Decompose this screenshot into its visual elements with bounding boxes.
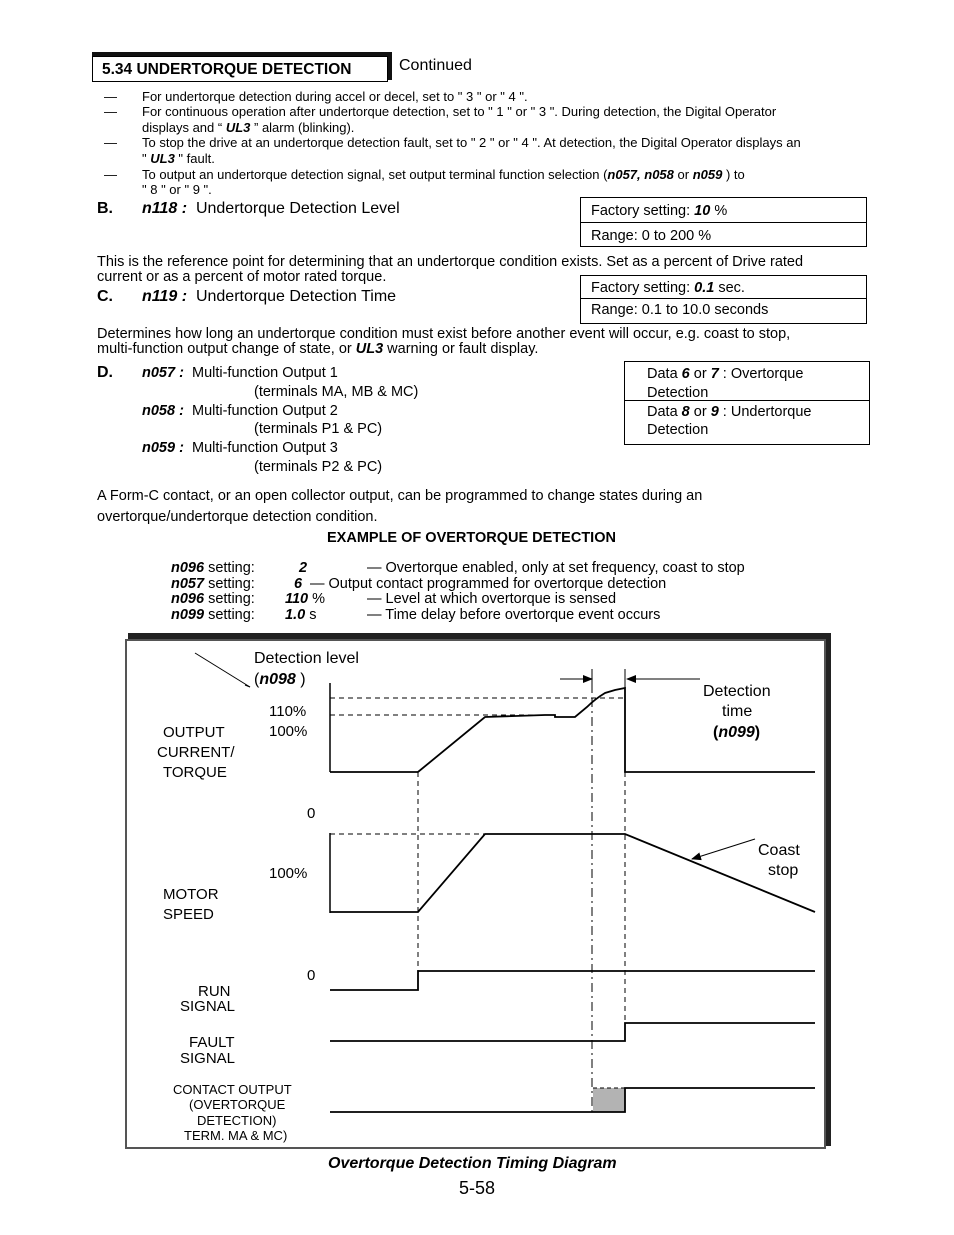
data-row: Data 6 or 7 : Overtorque bbox=[647, 366, 804, 382]
detection-level-label: Detection level bbox=[254, 650, 359, 667]
example-row: n096 setting: bbox=[171, 560, 255, 576]
bullet-text: " UL3 " fault. bbox=[142, 151, 215, 166]
detection-time-label: Detection bbox=[703, 683, 771, 700]
output-current-label: OUTPUT bbox=[163, 724, 225, 741]
example-value: 6 bbox=[294, 576, 303, 592]
example-row: n057 setting: bbox=[171, 576, 255, 592]
output-current-label: CURRENT/ bbox=[157, 744, 235, 761]
zero-torque: 0 bbox=[307, 805, 316, 822]
example-title: EXAMPLE OF OVERTORQUE DETECTION bbox=[327, 530, 616, 546]
paragraph: Determines how long an undertorque condition must exist before another event will occur, e.g. coast to stop, bbox=[97, 326, 791, 342]
paragraph: overtorque/undertorque detection condition. bbox=[97, 509, 378, 525]
continued-label: Continued bbox=[399, 57, 472, 74]
run-signal-trace bbox=[330, 971, 815, 990]
example-value: 1.0 s bbox=[285, 607, 317, 623]
section-heading: n119 : Undertorque Detection Time bbox=[142, 288, 397, 305]
section-letter: C. bbox=[97, 288, 113, 305]
example-value: 110 % bbox=[285, 591, 326, 607]
fault-signal-trace bbox=[330, 1023, 815, 1041]
example-row: n096 setting: bbox=[171, 591, 255, 607]
contact-output-trace bbox=[330, 1088, 815, 1112]
setting-box-c bbox=[580, 275, 867, 324]
output-terminals: (terminals P2 & PC) bbox=[254, 459, 383, 475]
paragraph: current or as a percent of motor rated torque. bbox=[97, 269, 387, 285]
output-item: n057 : Multi-function Output 1 bbox=[142, 365, 338, 381]
setting-box-b bbox=[580, 197, 867, 247]
timing-diagram-svg bbox=[125, 633, 831, 1149]
motor-speed-label: SPEED bbox=[163, 906, 214, 923]
section-heading: n118 : Undertorque Detection Level bbox=[142, 200, 400, 217]
pct-100-speed: 100% bbox=[269, 865, 308, 882]
page-number: 5-58 bbox=[459, 1178, 496, 1198]
detection-time-label: time bbox=[722, 703, 753, 720]
section-letter: D. bbox=[97, 364, 113, 381]
paragraph: This is the reference point for determining that an undertorque condition exists. Set as a percent of Drive rated bbox=[97, 254, 804, 270]
detection-level-param: (n098 ) bbox=[254, 671, 306, 688]
detection-level-pointer bbox=[195, 653, 250, 687]
example-value: 2 bbox=[299, 560, 308, 576]
motor-speed-label: MOTOR bbox=[163, 886, 219, 903]
example-desc: — Output contact programmed for overtorque detection bbox=[310, 576, 667, 592]
detection-time-param: (n099) bbox=[713, 724, 761, 741]
data-row-cont: Detection bbox=[647, 385, 709, 401]
range: Range: 0 to 200 % bbox=[591, 228, 712, 244]
zero-speed: 0 bbox=[307, 967, 316, 984]
bullet-dash: — bbox=[104, 104, 117, 119]
example-row: n099 setting: bbox=[171, 607, 255, 623]
data-box-d bbox=[624, 361, 870, 445]
example-desc: — Time delay before overtorque event occurs bbox=[367, 607, 661, 623]
data-row-cont: Detection bbox=[647, 422, 709, 438]
fault-signal-label: FAULT bbox=[189, 1034, 235, 1051]
bullet-text: For continuous operation after undertorque detection, set to " 1 " or " 3 ". During detection, the Digital Operator bbox=[142, 104, 777, 119]
run-signal-label: RUN bbox=[198, 983, 231, 1000]
data-row: Data 8 or 9 : Undertorque bbox=[647, 404, 812, 420]
example-desc: — Level at which overtorque is sensed bbox=[367, 591, 617, 607]
contact-output-label: TERM. MA & MC) bbox=[184, 1128, 288, 1143]
bullet-text: To output an undertorque detection signal, set output terminal function selection (n057, n058 or n059 ) to bbox=[142, 167, 745, 182]
bullet-dash: — bbox=[104, 135, 117, 150]
contact-output-label: CONTACT OUTPUT bbox=[173, 1082, 292, 1097]
speed-curve bbox=[330, 834, 815, 912]
contact-output-label: (OVERTORQUE bbox=[189, 1097, 286, 1112]
output-terminals: (terminals P1 & PC) bbox=[254, 421, 383, 437]
bullet-text: " 8 " or " 9 ". bbox=[142, 182, 212, 197]
output-item: n059 : Multi-function Output 3 bbox=[142, 440, 338, 456]
bullet-text: To stop the drive at an undertorque detection fault, set to " 2 " or " 4 ". At detection, the Digital Operator displays an bbox=[142, 135, 801, 150]
paragraph: multi-function output change of state, or UL3 warning or fault display. bbox=[97, 341, 539, 357]
range: Range: 0.1 to 10.0 seconds bbox=[591, 302, 769, 318]
timing-diagram bbox=[125, 633, 831, 1149]
output-terminals: (terminals MA, MB & MC) bbox=[254, 384, 419, 400]
coast-stop-label: stop bbox=[768, 862, 799, 879]
bullet-dash: — bbox=[104, 89, 117, 104]
run-signal-label: SIGNAL bbox=[180, 998, 236, 1015]
pct-100-torque: 100% bbox=[269, 723, 308, 740]
contact-output-label: DETECTION) bbox=[197, 1113, 277, 1128]
output-current-label: TORQUE bbox=[163, 764, 227, 781]
bullet-dash: — bbox=[104, 167, 117, 182]
section-title: 5.34 UNDERTORQUE DETECTION bbox=[102, 61, 352, 78]
figure-caption: Overtorque Detection Timing Diagram bbox=[328, 1155, 617, 1172]
contact-output-fill bbox=[593, 1088, 625, 1112]
bullet-text: For undertorque detection during accel or decel, set to " 3 " or " 4 ". bbox=[142, 89, 528, 104]
pct-110: 110% bbox=[269, 703, 307, 720]
coast-stop-label: Coast bbox=[758, 842, 800, 859]
paragraph: A Form-C contact, or an open collector output, can be programmed to change states during an bbox=[97, 488, 703, 504]
bullet-text: displays and “ UL3 ” alarm (blinking). bbox=[142, 120, 355, 135]
factory-setting: Factory setting: 0.1 sec. bbox=[591, 280, 745, 296]
factory-setting: Factory setting: 10 % bbox=[591, 203, 728, 219]
coast-stop-pointer bbox=[692, 839, 755, 859]
output-item: n058 : Multi-function Output 2 bbox=[142, 403, 338, 419]
section-letter: B. bbox=[97, 200, 113, 217]
section-header-box bbox=[92, 52, 392, 82]
fault-signal-label: SIGNAL bbox=[180, 1050, 236, 1067]
example-desc: — Overtorque enabled, only at set frequency, coast to stop bbox=[367, 560, 745, 576]
